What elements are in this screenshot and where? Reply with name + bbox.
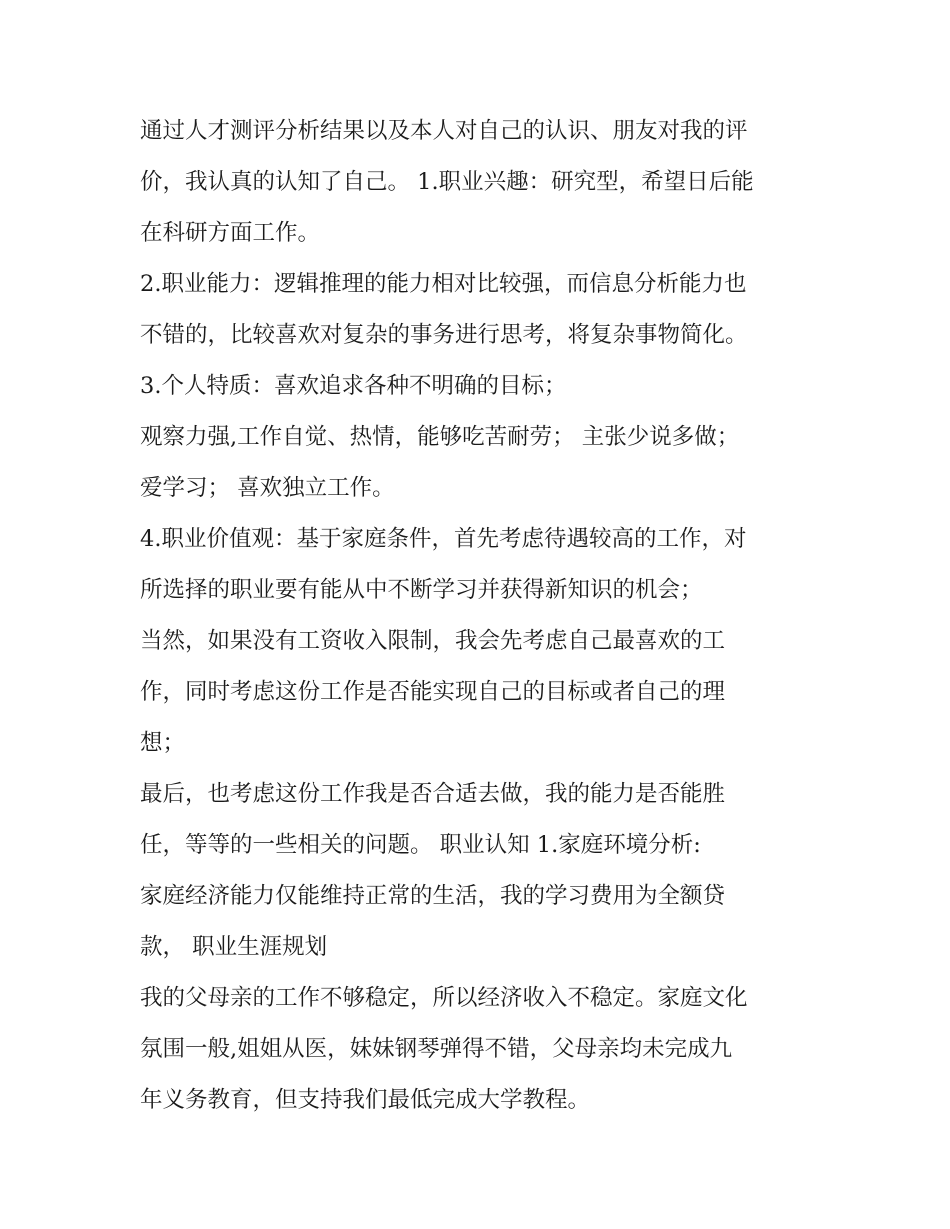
- text-line: 2.职业能力：逻辑推理的能力相对比较强，而信息分析能力也: [140, 271, 747, 297]
- text-line: 通过人才测评分析结果以及本人对自己的认识、朋友对我的评: [140, 118, 748, 144]
- text-line: 年义务教育，但支持我们最低完成大学教程。: [140, 1087, 591, 1113]
- text-line: 4.职业价值观：基于家庭条件，首先考虑待遇较高的工作，对: [140, 526, 747, 552]
- text-line: 款， 职业生涯规划: [140, 934, 328, 960]
- text-line: 我的父母亲的工作不够稳定，所以经济收入不稳定。家庭文化: [140, 985, 748, 1011]
- text-line: 当然，如果没有工资收入限制，我会先考虑自己最喜欢的工: [140, 628, 726, 654]
- text-line: 3.个人特质：喜欢追求各种不明确的目标；: [140, 373, 567, 399]
- text-line: 氛围一般,姐姐从医，妹妹钢琴弹得不错，父母亲均未完成九: [140, 1036, 733, 1062]
- text-line: 观察力强,工作自觉、热情，能够吃苦耐劳； 主张少说多做；: [140, 424, 740, 450]
- text-line: 价，我认真的认知了自己。 1.职业兴趣：研究型，希望日后能: [140, 169, 754, 195]
- text-line: 最后，也考虑这份工作我是否合适去做，我的能力是否能胜: [140, 781, 726, 807]
- text-line: 所选择的职业要有能从中不断学习并获得新知识的机会；: [140, 577, 703, 603]
- text-line: 作，同时考虑这份工作是否能实现自己的目标或者自己的理: [140, 679, 726, 705]
- text-line: 任，等等的一些相关的问题。 职业认知 1.家庭环境分析:: [140, 832, 701, 858]
- text-line: 家庭经济能力仅能维持正常的生活，我的学习费用为全额贷: [140, 883, 726, 909]
- text-line: 不错的，比较喜欢对复杂的事务进行思考，将复杂事物简化。: [140, 322, 748, 348]
- text-line: 想；: [140, 730, 186, 756]
- document-body: [140, 106, 820, 1126]
- text-line: 爱学习； 喜欢独立工作。: [140, 475, 395, 501]
- text-line: 在科研方面工作。: [140, 220, 321, 246]
